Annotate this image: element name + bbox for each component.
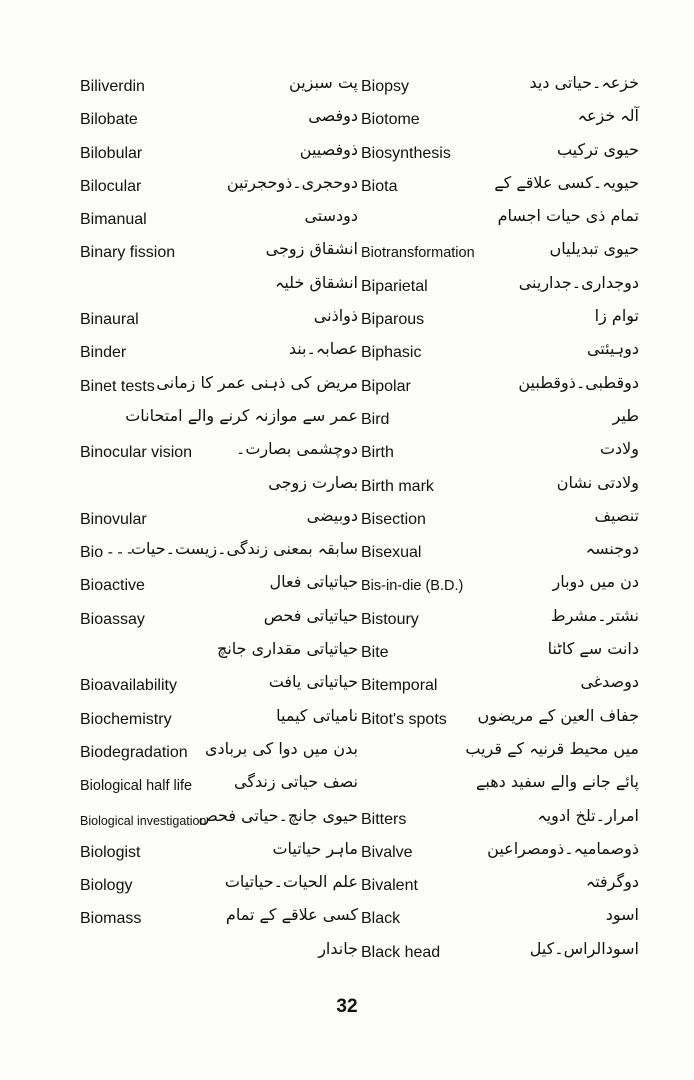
urdu-translation: دوصدغی (580, 672, 639, 692)
dictionary-entry (361, 536, 639, 569)
urdu-translation: میں محیط قرنیہ کے قریب (465, 738, 639, 758)
english-term: Bis-in-die (B.D.) (361, 578, 464, 595)
urdu-translation: مریض کی ذہنی عمر کا زمانی (156, 372, 358, 392)
english-term: Bird (361, 410, 390, 428)
urdu-translation: دوفصی (308, 106, 358, 126)
dictionary-entry (80, 103, 358, 136)
english-term: Bioactive (80, 577, 145, 595)
dictionary-entry (361, 636, 639, 669)
urdu-translation: ذوصمامیہ۔ذومصراعین (487, 838, 639, 858)
english-term: Biparous (361, 311, 425, 329)
dictionary-entry (361, 669, 639, 702)
urdu-translation: آلہ خزعہ (577, 106, 639, 126)
urdu-translation: حیاتیاتی یافت (268, 672, 358, 692)
urdu-translation: ولادتی نشان (556, 472, 639, 492)
dictionary-entry (80, 336, 358, 369)
urdu-translation: بصارت زوجی (268, 472, 358, 492)
english-term: Binet tests (80, 377, 155, 395)
dictionary-entry (80, 70, 358, 103)
dictionary-entry (80, 436, 358, 469)
dictionary-entry (361, 436, 639, 469)
english-term: Bisection (361, 510, 426, 528)
dictionary-entry (80, 836, 358, 869)
urdu-translation: عصابہ۔بند (288, 339, 358, 359)
urdu-translation: دوچشمی بصارت۔ (235, 439, 358, 459)
english-term: Bioavailability (80, 677, 177, 695)
dictionary-entry (80, 503, 358, 536)
dictionary-entry (361, 203, 639, 236)
dictionary-entry (361, 836, 639, 869)
english-term: Biopsy (361, 78, 410, 95)
dictionary-entry (361, 403, 639, 436)
english-term: Bilobular (80, 144, 143, 162)
english-term: Biotome (361, 111, 420, 129)
urdu-translation: کسی علاقے کے تمام (225, 905, 358, 925)
dictionary-entry (80, 270, 358, 303)
urdu-translation: انشقاق خلیہ (274, 272, 358, 292)
urdu-translation: سابقہ بمعنی زندگی۔زیست۔حیات (130, 539, 358, 559)
dictionary-entry (80, 669, 358, 702)
dictionary-entry (80, 636, 358, 669)
urdu-translation: اسودالراس۔کیل (529, 938, 639, 958)
dictionary-entry (361, 869, 639, 902)
english-term: Bivalent (361, 877, 418, 895)
urdu-translation: ذوفصیین (299, 139, 358, 159)
dictionary-entry (80, 470, 358, 503)
english-term: Black (361, 910, 401, 928)
urdu-translation: توام زا (594, 306, 639, 326)
english-term: Bilobate (80, 111, 138, 129)
english-term: Binary fission (80, 244, 176, 262)
urdu-translation: نصف حیاتی زندگی (234, 772, 358, 792)
dictionary-entry (361, 236, 639, 269)
dictionary-entry (80, 170, 358, 203)
dictionary-entry (80, 603, 358, 636)
dictionary-entry (361, 336, 639, 369)
urdu-translation: دوجداری۔جدارینی (518, 272, 639, 292)
english-term: Biology (80, 877, 133, 895)
urdu-translation: دوبیضی (306, 505, 358, 525)
urdu-translation: دوگرفتہ (585, 872, 639, 892)
urdu-translation: دن میں دوبار (552, 572, 639, 592)
urdu-translation: نشتر۔مشرط (550, 605, 639, 625)
english-term: Binder (80, 344, 127, 362)
dictionary-entry (361, 137, 639, 170)
urdu-translation: دودستی (304, 206, 358, 226)
english-term: Biological half life (80, 778, 193, 795)
dictionary-entry (80, 703, 358, 736)
english-term: Biparietal (361, 277, 428, 295)
english-term: Binocular vision (80, 444, 193, 462)
urdu-translation: حیوی تبدیلیاں (549, 239, 639, 259)
urdu-translation: ولادت (599, 439, 639, 459)
english-term: Biochemistry (80, 710, 172, 728)
dictionary-entry (80, 769, 358, 802)
urdu-translation: حیوی جانچ۔حیاتی فحص (198, 805, 358, 825)
english-term: Biologist (80, 843, 141, 861)
dictionary-entry (80, 236, 358, 269)
urdu-translation: اسود (605, 905, 639, 925)
urdu-translation: طیر (612, 405, 639, 425)
english-term: Binaural (80, 311, 139, 329)
urdu-translation: دوہیئتی (586, 339, 639, 359)
english-term: Biphasic (361, 344, 422, 362)
urdu-translation: نامیاتی کیمیا (276, 705, 358, 725)
page-number: 32 (336, 996, 358, 1017)
dictionary-entry (80, 203, 358, 236)
urdu-translation: تنصیف (594, 505, 639, 525)
dictionary-entry (80, 869, 358, 902)
dictionary-entry (361, 569, 639, 602)
english-term: Bitters (361, 810, 407, 828)
dictionary-entry (80, 403, 358, 436)
english-term: Bistoury (361, 610, 419, 628)
dictionary-entry (80, 936, 358, 969)
english-term: Bisexual (361, 544, 422, 562)
urdu-translation: علم الحیات۔حیاتیات (224, 872, 358, 892)
dictionary-entry (361, 370, 639, 403)
urdu-translation: عمر سے موازنہ کرنے والے امتحانات (125, 405, 358, 425)
english-term: Bimanual (80, 211, 147, 229)
urdu-translation: پت سبزین (289, 73, 358, 92)
urdu-translation: ماہر حیاتیات (272, 838, 358, 858)
english-term: Birth mark (361, 477, 434, 495)
urdu-translation: حیاتیاتی مقداری جانچ (216, 639, 358, 659)
urdu-translation: دوحجری۔ذوحجرتین (226, 172, 358, 192)
dictionary-entry (361, 936, 639, 969)
urdu-translation: دوجنسہ (585, 539, 639, 559)
urdu-translation: ذواذنی (313, 306, 358, 326)
english-term: Bilocular (80, 177, 142, 195)
english-term: Biliverdin (80, 78, 145, 95)
dictionary-entry (361, 103, 639, 136)
english-term: Bioassay (80, 610, 145, 628)
right-column (361, 70, 639, 969)
dictionary-entry (80, 370, 358, 403)
dictionary-entry (361, 769, 639, 802)
english-term: Bipolar (361, 377, 411, 395)
dictionary-entry (80, 536, 358, 569)
urdu-translation: بدن میں دوا کی بربادی (204, 738, 358, 758)
english-term: Bite (361, 644, 389, 662)
urdu-translation: حیاتیاتی فعال (269, 572, 358, 592)
dictionary-entry (80, 303, 358, 336)
urdu-translation: خزعہ۔حیاتی دید (529, 73, 639, 92)
english-term: Biological investigation (80, 813, 207, 828)
urdu-translation: دانت سے کاٹنا (547, 639, 639, 659)
urdu-translation: پائے جانے والے سفید دھبے (475, 772, 639, 792)
english-term: Bio - - - (80, 544, 133, 562)
urdu-translation: جفاف العین کے مریضوں (477, 705, 639, 725)
english-term: Biomass (80, 910, 142, 928)
dictionary-entry (80, 137, 358, 170)
dictionary-entry (80, 569, 358, 602)
english-term: Biosynthesis (361, 144, 451, 162)
urdu-translation: حیاتیاتی فحص (263, 605, 358, 625)
english-term: Black head (361, 943, 441, 961)
dictionary-entry (361, 736, 639, 769)
english-term: Bitot's spots (361, 710, 447, 728)
dictionary-entry (361, 270, 639, 303)
urdu-translation: حیویہ۔کسی علاقے کے (494, 172, 639, 192)
urdu-translation: امرار۔تلخ ادویہ (537, 805, 639, 825)
english-term: Biodegradation (80, 743, 188, 761)
dictionary-entry (361, 170, 639, 203)
urdu-translation: تمام ذی حیات اجسام (497, 206, 639, 226)
dictionary-entry (361, 902, 639, 935)
dictionary-entry (361, 303, 639, 336)
dictionary-entry (80, 803, 358, 836)
english-term: Biota (361, 177, 398, 195)
dictionary-entry (361, 803, 639, 836)
dictionary-entry (361, 470, 639, 503)
dictionary-entry (361, 603, 639, 636)
dictionary-entry (361, 503, 639, 536)
urdu-translation: حیوی ترکیب (556, 139, 639, 159)
english-term: Biotransformation (361, 245, 475, 262)
english-term: Binovular (80, 510, 147, 528)
english-term: Bitemporal (361, 677, 438, 695)
dictionary-entry (80, 736, 358, 769)
dictionary-entry (80, 902, 358, 935)
left-column (80, 70, 358, 969)
dictionary-entry (361, 703, 639, 736)
urdu-translation: انشقاق زوجی (265, 239, 358, 259)
urdu-translation: دوقطبی۔ذوقطبین (518, 372, 639, 392)
english-term: Bivalve (361, 843, 413, 861)
english-term: Birth (361, 444, 394, 462)
urdu-translation: جاندار (318, 938, 358, 958)
dictionary-entry (361, 70, 639, 103)
